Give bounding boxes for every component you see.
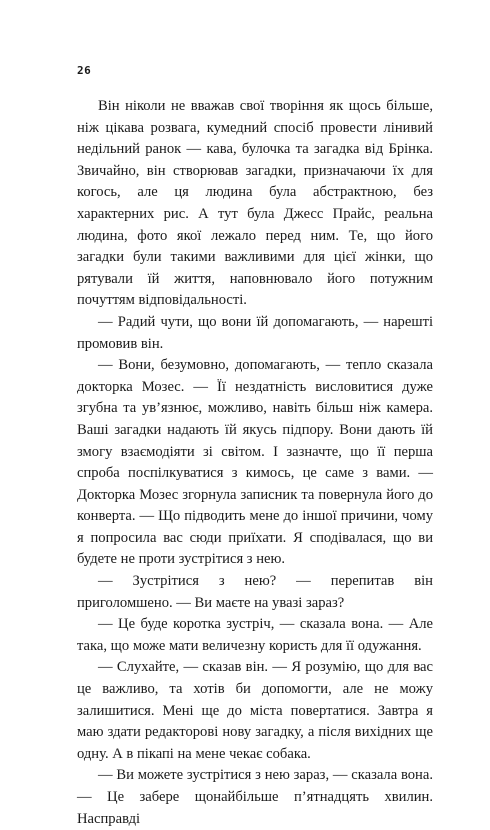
- body-text: [77, 96, 433, 830]
- paragraph: — Слухайте, — сказав він. — Я розумію, що для вас це важливо, та хотів би допомогти, але не можу залишитися. Мені ще до міста повертатися. Завтра я маю здати редакторові нову загадку, а після вихідних ще одну. А в пікапі на мене чекає собака.: [77, 659, 433, 762]
- paragraph: — Це буде коротка зустріч, — сказала вона. — Але така, що може мати величезну користь для її одужання.: [77, 616, 433, 654]
- paragraph: — Зустрітися з нею? — перепитав він приголомшено. — Ви маєте на увазі зараз?: [77, 573, 433, 611]
- paragraph: — Вони, безумовно, допомагають, — тепло сказала докторка Мозес. — Її нездатність висловитися дуже згубна та ув’язнює, можливо, навіть більш ніж камера. Ваші загадки надають їй якусь підпору. Вони дають їй змогу взаємодіяти зі світом. І зазначте, що її перша спроба поспілкуватися з кимось, це саме з вами. — Докторка Мозес згорнула записник та повернула його до конверта. — Що підводить мене до іншої причини, чому я попросила вас сюди приїхати. Я сподівалася, що ви будете не проти зустрітися з нею.: [77, 357, 433, 568]
- page-number: 26: [77, 64, 92, 77]
- paragraph: Він ніколи не вважав свої творіння як щось більше, ніж цікава розвага, кумедний спосіб провести лінивий недільний ранок — кава, булочка та загадка від Брінка. Звичайно, він створював загадки, призначаючи їх для когось, але ця людина була абстрактною, без характерних рис. А тут була Джесс Прайс, реальна людина, фото якої лежало перед ним. Те, що його загадки були такими важливими для цієї жінки, що рятували їй життя, наповнювало його потужним почуттям відповідальності.: [77, 98, 433, 309]
- paragraph: — Ви можете зустрітися з нею зараз, — сказала вона. — Це забере щонайбільше п’ятнадцять хвилин. Насправді: [77, 767, 433, 827]
- paragraph: — Радий чути, що вони їй допомагають, — нарешті промовив він.: [77, 313, 433, 352]
